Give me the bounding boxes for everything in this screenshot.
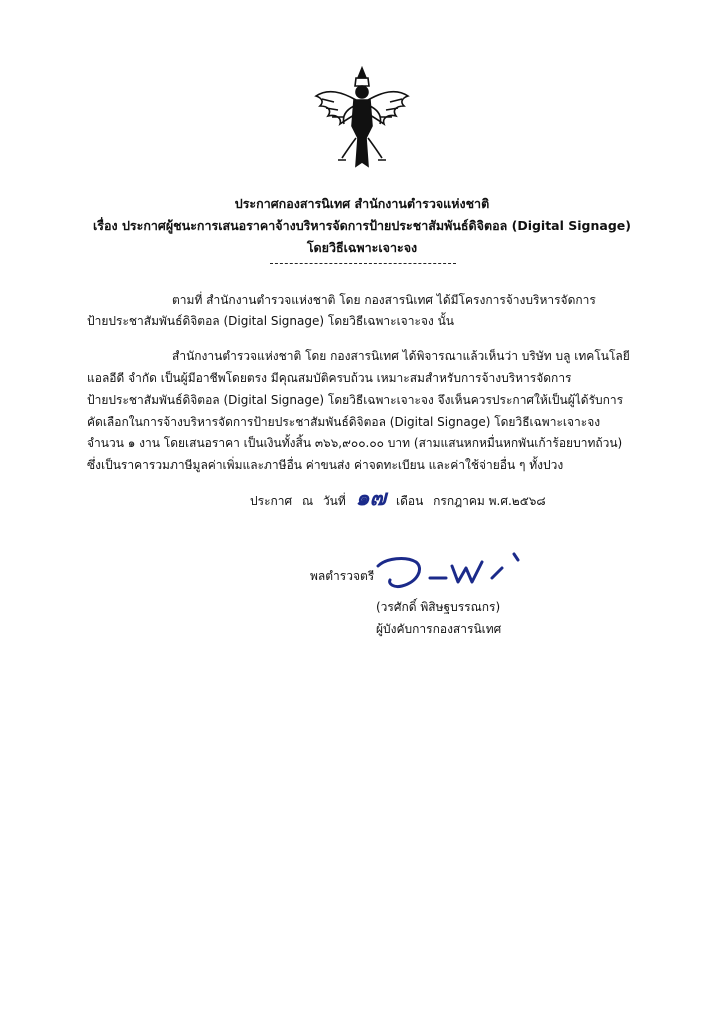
paragraph-2-line-4: คัดเลือกในการจ้างบริหารจัดการป้ายประชาสัมพันธ์ดิจิตอล (Digital Signage) โดยวิธีเฉพาะเจาะจง — [87, 415, 601, 429]
date-prefix: ประกาศ — [250, 494, 293, 508]
paragraph-2-line-2: แอลอีดี จำกัด เป็นผู้มีอาชีพโดยตรง มีคุณสมบัติครบถ้วน เหมาะสมสำหรับการจ้างบริหารจัดการ — [87, 371, 572, 385]
paragraph-2-line-6: ซึ่งเป็นราคารวมภาษีมูลค่าเพิ่มและภาษีอื่น ค่าขนส่ง ค่าจดทะเบียน และค่าใช้จ่ายอื่น ๆ ทั้งปวง — [87, 458, 564, 472]
date-month-year: กรกฎาคม พ.ศ.๒๕๖๘ — [433, 494, 546, 508]
garuda-emblem — [312, 66, 412, 170]
paragraph-1-line-2: ป้ายประชาสัมพันธ์ดิจิตอล (Digital Signage) โดยวิธีเฉพาะเจาะจง นั้น — [87, 314, 455, 328]
date-month-label: เดือน — [395, 494, 424, 508]
handwritten-signature — [372, 548, 532, 594]
paragraph-2-line-3: ป้ายประชาสัมพันธ์ดิจิตอล (Digital Signage) โดยวิธีเฉพาะเจาะจง จึงเห็นควรประกาศให้เป็นผู้ได้รับการ — [87, 393, 624, 407]
date-day-handwritten: ๑๗ — [355, 485, 387, 511]
date-at: ณ — [301, 494, 314, 508]
paragraph-2-line-1: สำนักงานตำรวจแห่งชาติ โดย กองสารนิเทศ ได้พิจารณาแล้วเห็นว่า บริษัท บลู เทคโนโลยี — [172, 349, 630, 363]
date-day-label: วันที่ — [322, 494, 346, 508]
header-subject: เรื่อง ประกาศผู้ชนะการเสนอราคาจ้างบริหารจัดการป้ายประชาสัมพันธ์ดิจิตอล (Digital Signage) — [93, 218, 631, 233]
header-method: โดยวิธีเฉพาะเจาะจง — [306, 240, 418, 255]
header-title: ประกาศกองสารนิเทศ สำนักงานตำรวจแห่งชาติ — [234, 196, 490, 211]
signer-rank: พลตำรวจตรี — [310, 569, 375, 583]
announcement-date — [250, 485, 546, 511]
signer-position: ผู้บังคับการกองสารนิเทศ — [376, 622, 502, 636]
header-separator — [270, 263, 456, 264]
paragraph-2-line-5: จำนวน ๑ งาน โดยเสนอราคา เป็นเงินทั้งสิ้น ๓๖๖,๙๐๐.๐๐ บาท (สามแสนหกหมื่นหกพันเก้าร้อยบาทถ้วน) — [87, 436, 623, 450]
paragraph-1-line-1: ตามที่ สำนักงานตำรวจแห่งชาติ โดย กองสารนิเทศ ได้มีโครงการจ้างบริหารจัดการ — [172, 293, 596, 307]
signer-name: (วรศักดิ์ พิสิษฐบรรณกร) — [376, 600, 501, 614]
